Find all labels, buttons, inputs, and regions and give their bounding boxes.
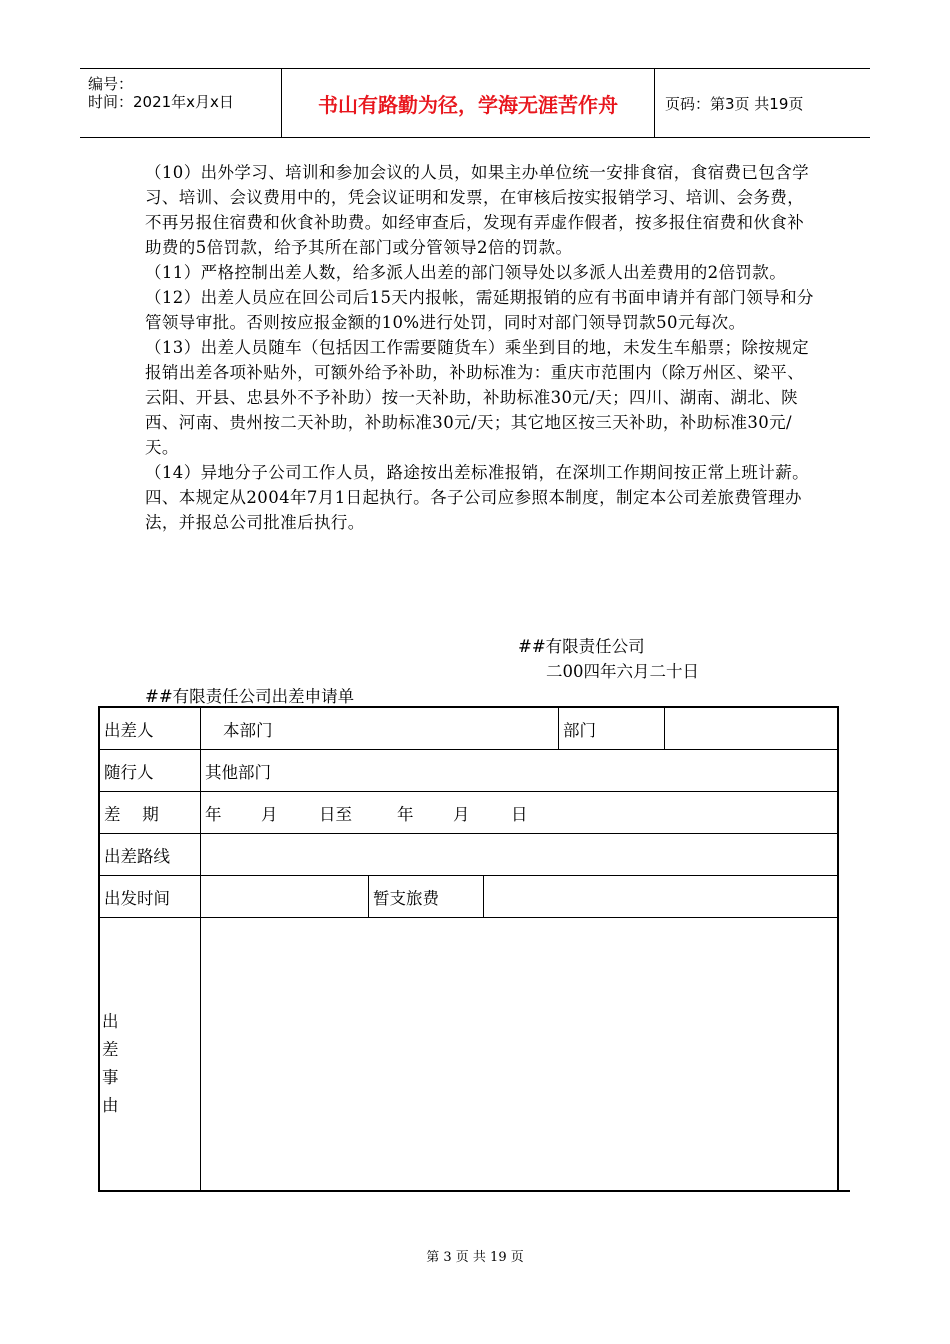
period-year-2: 年 [397, 804, 414, 824]
form-bottom-rule [98, 1190, 850, 1192]
departure-label: 出发时间 [104, 888, 170, 908]
doc-number-label: 编号： [88, 75, 134, 93]
reason-char: 事 [102, 1068, 119, 1087]
regulation-text [145, 160, 815, 535]
companion-label: 随行人 [104, 762, 154, 782]
signature-company: ##有限责任公司 [518, 637, 645, 656]
signature-date: 二00四年六月二十日 [546, 662, 699, 681]
own-dept-label: 本部门 [200, 708, 558, 749]
period-day-to: 日至 [319, 804, 352, 824]
period-value[interactable] [200, 792, 837, 833]
header-meta [80, 69, 282, 137]
period-label: 差 期 [104, 804, 159, 824]
form-title: ##有限责任公司出差申请单 [145, 687, 355, 706]
departure-value[interactable] [200, 876, 368, 917]
period-day-2: 日 [511, 804, 528, 824]
travel-request-form [98, 706, 839, 1192]
paragraph-effective: 四、本规定从2004年7月1日起执行。各子公司应参照本制度，制定本公司差旅费管理办法，并报总公司批准后执行。 [145, 488, 802, 532]
period-month-2: 月 [453, 804, 470, 824]
header-page-info [655, 69, 870, 137]
reason-char: 差 [102, 1040, 119, 1059]
reason-value[interactable] [200, 918, 837, 1190]
page-header [80, 68, 870, 138]
paragraph-10: （10）出外学习、培训和参加会议的人员，如果主办单位统一安排食宿，食宿费已包含学习、培训、会议费用中的，凭会议证明和发票，在审核后按实报销学习、培训、会务费，不再另报住宿费和伙食补助费。如经审查后，发现有弄虚作假者，按多报住宿费和伙食补助费的5倍罚款，给予其所在部门或分管领导2倍的罚款。 [145, 163, 809, 257]
period-month-1: 月 [261, 804, 278, 824]
form-row-period [100, 792, 837, 834]
form-row-departure [100, 876, 837, 918]
route-label: 出差路线 [104, 846, 170, 866]
route-value[interactable] [200, 834, 837, 875]
traveler-label: 出差人 [104, 720, 154, 740]
paragraph-11: （11）严格控制出差人数，给多派人出差的部门领导处以多派人出差费用的2倍罚款。 [145, 263, 787, 282]
reason-label [102, 1008, 122, 1120]
page-number-label: 页码：第3页 共19页 [665, 94, 804, 113]
advance-label: 暂支旅费 [368, 876, 483, 917]
reason-char: 由 [102, 1096, 119, 1115]
form-row-route [100, 834, 837, 876]
dept-value[interactable] [664, 708, 837, 749]
form-row-companion [100, 750, 837, 792]
advance-value[interactable] [483, 876, 837, 917]
paragraph-14: （14）异地分子公司工作人员，路途按出差标准报销，在深圳工作期间按正常上班计薪。 [145, 463, 809, 482]
period-year-1: 年 [205, 804, 222, 824]
paragraph-13: （13）出差人员随车（包括因工作需要随货车）乘坐到目的地，未发生车船票；除按规定报销出差各项补贴外，可额外给予补助，补助标准为：重庆市范围内（除万州区、梁平、云阳、开县、忠县外不予补助）按一天补助，补助标准30元/天；四川、湖南、湖北、陕西、河南、贵州按二天补助，补助标准30元/天；其它地区按三天补助，补助标准30元/天。 [145, 338, 809, 457]
other-dept-label: 其他部门 [200, 750, 837, 791]
form-row-traveler [100, 708, 837, 750]
form-row-reason [100, 918, 837, 1190]
paragraph-12: （12）出差人员应在回公司后15天内报帐，需延期报销的应有书面申请并有部门领导和分管领导审批。否则按应报金额的10%进行处罚，同时对部门领导罚款50元每次。 [145, 288, 814, 332]
doc-time-label: 时间：2021年x月x日 [88, 93, 234, 111]
reason-char: 出 [102, 1012, 119, 1031]
page-footer: 第 3 页 共 19 页 [426, 1250, 524, 1265]
dept-label: 部门 [558, 708, 664, 749]
header-motto: 书山有路勤为径，学海无涯苦作舟 [282, 69, 655, 137]
